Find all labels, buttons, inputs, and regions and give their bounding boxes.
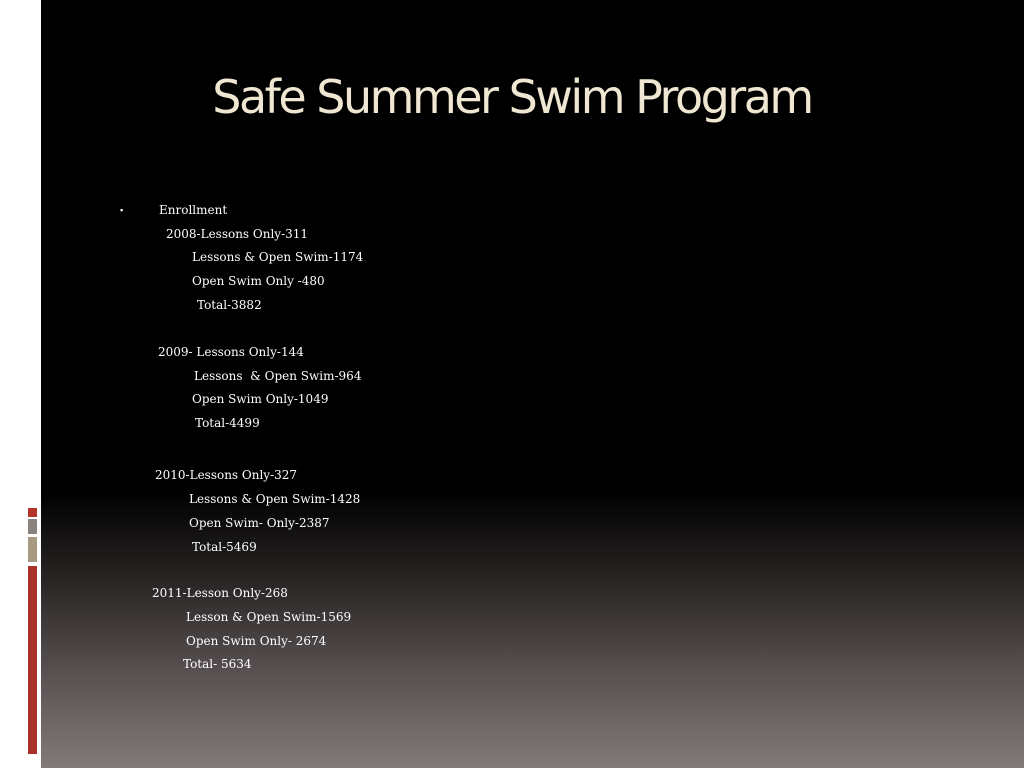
accent-bar-red-small [28, 508, 37, 517]
year-2010-lessons-open: Lessons & Open Swim-1428 [189, 492, 361, 506]
bullet-marker: ▪ [120, 205, 124, 215]
accent-bar-gray [28, 519, 37, 534]
year-2008-open-only: Open Swim Only -480 [192, 274, 325, 288]
accent-bar-red-long [28, 566, 37, 754]
year-2010-open-only: Open Swim- Only-2387 [189, 516, 330, 530]
year-2011-total: Total- 5634 [183, 657, 252, 671]
accent-bar-tan [28, 537, 37, 562]
year-2011-open-only: Open Swim Only- 2674 [186, 634, 327, 648]
year-2008-lessons-open: Lessons & Open Swim-1174 [192, 250, 364, 264]
year-2010-lessons-only: 2010-Lessons Only-327 [155, 468, 298, 482]
year-2011-lessons-only: 2011-Lesson Only-268 [152, 586, 288, 600]
year-2008-total: Total-3882 [197, 298, 262, 312]
year-2009-lessons-only: 2009- Lessons Only-144 [158, 345, 304, 359]
enrollment-heading: Enrollment [159, 203, 228, 217]
year-2009-total: Total-4499 [195, 416, 260, 430]
year-2009-lessons-open: Lessons & Open Swim-964 [194, 369, 362, 383]
year-2011-lessons-open: Lesson & Open Swim-1569 [186, 610, 352, 624]
slide-title: Safe Summer Swim Program [212, 70, 812, 124]
year-2010-total: Total-5469 [192, 540, 257, 554]
year-2009-open-only: Open Swim Only-1049 [192, 392, 329, 406]
year-2008-lessons-only: 2008-Lessons Only-311 [166, 227, 309, 241]
